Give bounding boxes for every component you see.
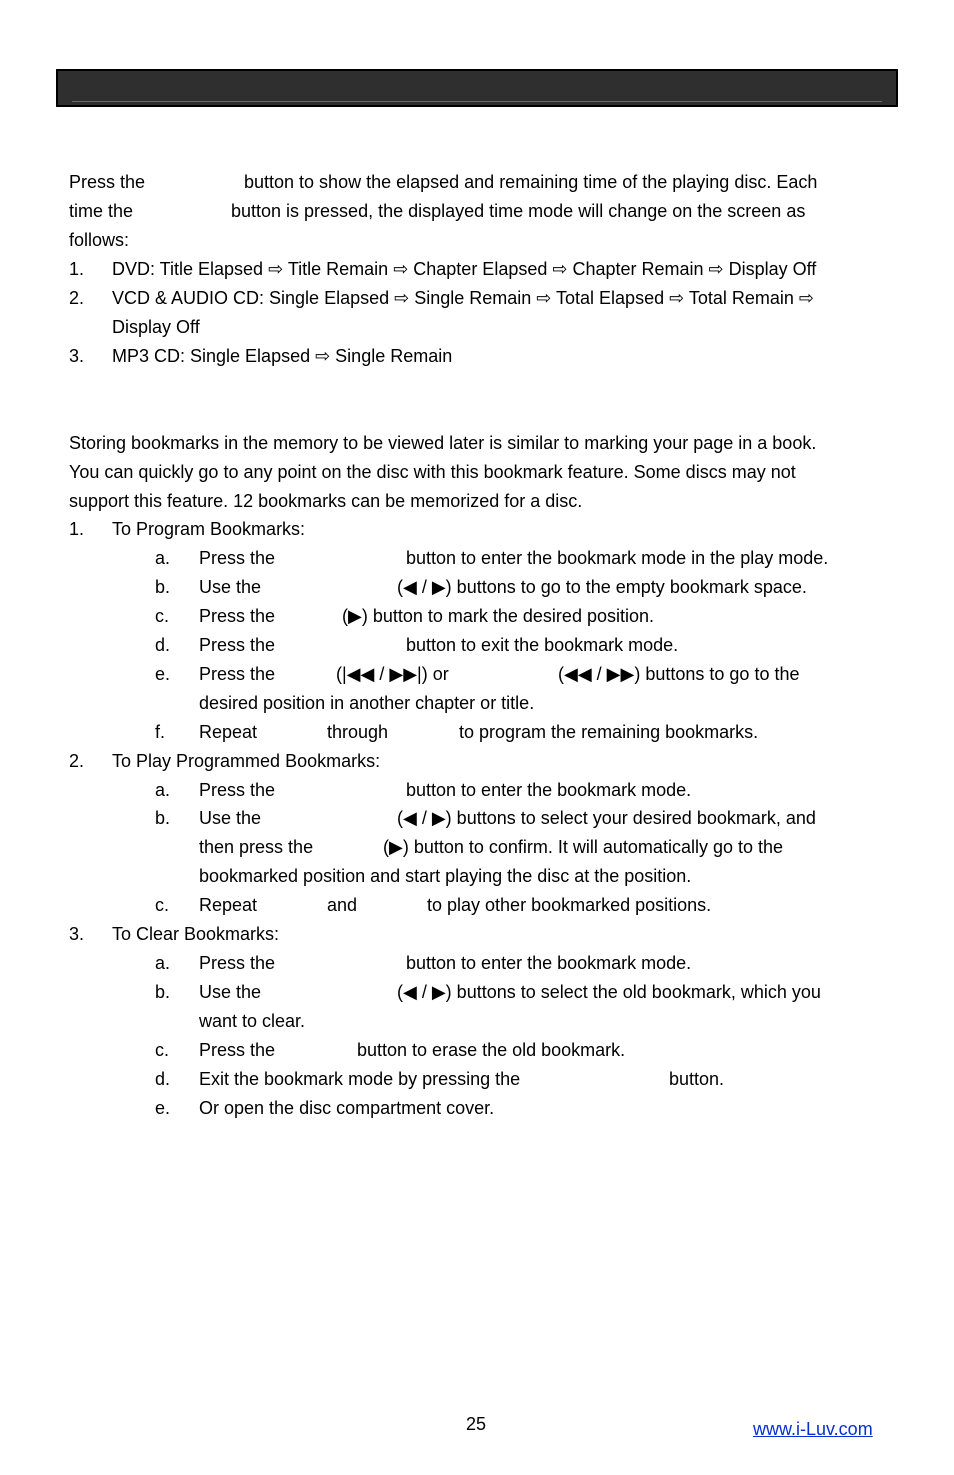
step-letter: b.	[155, 982, 171, 1002]
intro-text: Press the	[69, 172, 146, 192]
step-letter: c.	[155, 606, 170, 626]
step-text: (▶) button to mark the desired position.	[342, 606, 654, 626]
step-letter: e.	[155, 664, 171, 684]
list-number: 2.	[69, 288, 85, 308]
step-text: button to erase the old bookmark.	[357, 1040, 626, 1060]
list-number: 2.	[69, 751, 85, 771]
step-text: button to enter the bookmark mode in the play mode.	[406, 548, 829, 568]
step-letter: b.	[155, 577, 171, 597]
step-letter: a.	[155, 953, 171, 973]
step-letter: e.	[155, 1098, 171, 1118]
step-text: (◀◀ / ▶▶) buttons to go to the	[558, 664, 800, 684]
step-text: Or open the disc compartment cover.	[199, 1098, 495, 1118]
step-text: (◀ / ▶) buttons to go to the empty bookmark space.	[397, 577, 807, 597]
intro-text: follows:	[69, 230, 130, 250]
section-header-bar	[56, 69, 898, 107]
step-text: Use the	[199, 982, 262, 1002]
step-text: Exit the bookmark mode by pressing the	[199, 1069, 521, 1089]
step-text: and	[327, 895, 358, 915]
step-letter: c.	[155, 895, 170, 915]
website-link[interactable]: www.i-Luv.com	[753, 1419, 873, 1439]
step-text-continued: want to clear.	[199, 1011, 306, 1031]
step-text: Repeat	[199, 895, 258, 915]
list-item-continued: Display Off	[112, 317, 200, 337]
step-text: Press the	[199, 664, 276, 684]
list-number: 3.	[69, 924, 85, 944]
list-number: 3.	[69, 346, 85, 366]
list-title: To Clear Bookmarks:	[112, 924, 280, 944]
step-letter: d.	[155, 1069, 171, 1089]
step-text-continued: desired position in another chapter or title.	[199, 693, 535, 713]
list-title: To Program Bookmarks:	[112, 519, 306, 539]
step-letter: a.	[155, 780, 171, 800]
list-item: DVD: Title Elapsed ⇨ Title Remain ⇨ Chapter Elapsed ⇨ Chapter Remain ⇨ Display Off	[112, 259, 817, 279]
step-letter: a.	[155, 548, 171, 568]
step-text: Press the	[199, 606, 276, 626]
list-number: 1.	[69, 259, 85, 279]
list-item: VCD & AUDIO CD: Single Elapsed ⇨ Single Remain ⇨ Total Elapsed ⇨ Total Remain ⇨	[112, 288, 814, 308]
step-text: Press the	[199, 635, 276, 655]
step-letter: c.	[155, 1040, 170, 1060]
step-letter: d.	[155, 635, 171, 655]
list-number: 1.	[69, 519, 85, 539]
step-letter: f.	[155, 722, 166, 742]
step-text: Repeat	[199, 722, 258, 742]
paragraph-line: support this feature. 12 bookmarks can be memorized for a disc.	[69, 491, 583, 511]
list-title: To Play Programmed Bookmarks:	[112, 751, 381, 771]
step-text: to play other bookmarked positions.	[427, 895, 712, 915]
step-text: button to enter the bookmark mode.	[406, 780, 692, 800]
intro-text: button to show the elapsed and remaining time of the playing disc. Each	[244, 172, 818, 192]
step-text: (◀ / ▶) buttons to select the old bookmark, which you	[397, 982, 821, 1002]
list-item: MP3 CD: Single Elapsed ⇨ Single Remain	[112, 346, 453, 366]
step-text: (◀ / ▶) buttons to select your desired bookmark, and	[397, 808, 816, 828]
step-text: button to enter the bookmark mode.	[406, 953, 692, 973]
step-text: (|◀◀ / ▶▶|) or	[336, 664, 449, 684]
step-text-continued: (▶) button to confirm. It will automatically go to the	[383, 837, 784, 857]
step-text: Press the	[199, 953, 276, 973]
step-text: to program the remaining bookmarks.	[459, 722, 759, 742]
step-text: through	[327, 722, 389, 742]
step-text: Press the	[199, 780, 276, 800]
step-text: Use the	[199, 577, 262, 597]
step-text: Press the	[199, 548, 276, 568]
page-number: 25	[466, 1414, 487, 1434]
step-text: Use the	[199, 808, 262, 828]
intro-text: button is pressed, the displayed time mode will change on the screen as	[231, 201, 806, 221]
header-rule	[72, 101, 882, 102]
step-text: Press the	[199, 1040, 276, 1060]
paragraph-line: Storing bookmarks in the memory to be viewed later is similar to marking your page in a book.	[69, 433, 817, 453]
step-text: button to exit the bookmark mode.	[406, 635, 679, 655]
step-text-continued: bookmarked position and start playing the disc at the position.	[199, 866, 692, 886]
intro-text: time the	[69, 201, 134, 221]
step-text-continued: then press the	[199, 837, 314, 857]
step-text: button.	[669, 1069, 725, 1089]
step-letter: b.	[155, 808, 171, 828]
paragraph-line: You can quickly go to any point on the disc with this bookmark feature. Some discs may not	[69, 462, 796, 482]
